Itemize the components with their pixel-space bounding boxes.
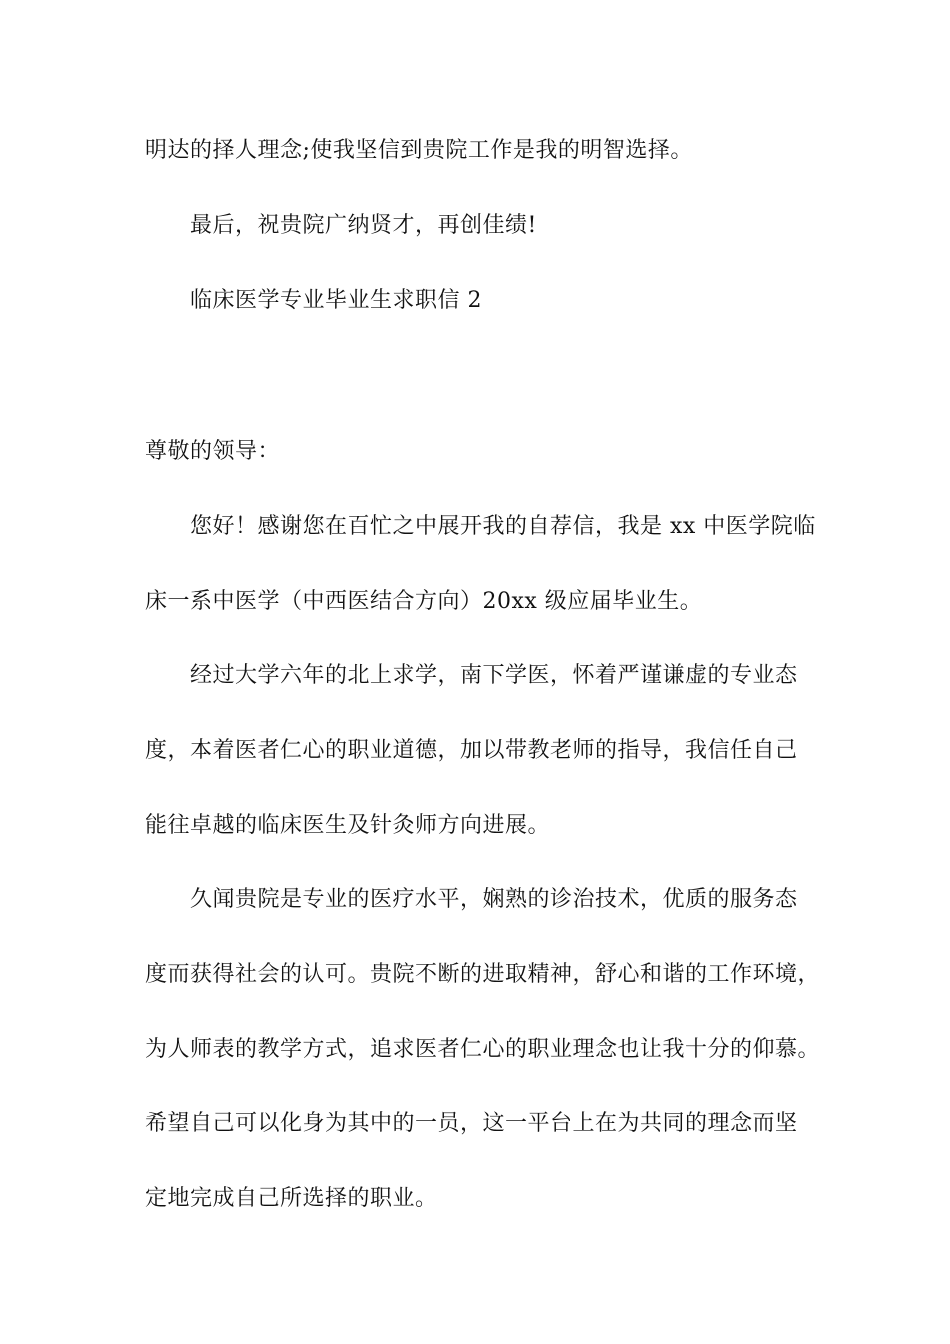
paragraph-line: 床一系中医学（中西医结合方向）20xx 级应届毕业生。 [145, 589, 703, 614]
paragraph-line: 定地完成自己所选择的职业。 [145, 1186, 438, 1211]
paragraph-line: 明达的择人理念;使我坚信到贵院工作是我的明智选择。 [145, 138, 693, 163]
paragraph-line: 能往卓越的临床医生及针灸师方向进展。 [145, 813, 551, 838]
paragraph-line: 最后，祝贵院广纳贤才，再创佳绩! [190, 213, 537, 238]
paragraph-line: 您好！感谢您在百忙之中展开我的自荐信，我是 xx 中医学院临 [190, 514, 816, 539]
paragraph-line: 久闻贵院是专业的医疗水平，娴熟的诊治技术，优质的服务态 [190, 887, 798, 912]
paragraph-line: 为人师表的教学方式，追求医者仁心的职业理念也让我十分的仰慕。 [145, 1037, 821, 1062]
section-heading: 临床医学专业毕业生求职信 2 [190, 288, 482, 313]
paragraph-line: 经过大学六年的北上求学，南下学医，怀着严谨谦虚的专业态 [190, 663, 798, 688]
paragraph-line: 度而获得社会的认可。贵院不断的进取精神，舒心和谐的工作环境， [145, 962, 821, 987]
salutation: 尊敬的领导： [145, 439, 281, 464]
paragraph-line: 度，本着医者仁心的职业道德，加以带教老师的指导，我信任自己 [145, 738, 798, 763]
paragraph-line: 希望自己可以化身为其中的一员，这一平台上在为共同的理念而坚 [145, 1111, 798, 1136]
